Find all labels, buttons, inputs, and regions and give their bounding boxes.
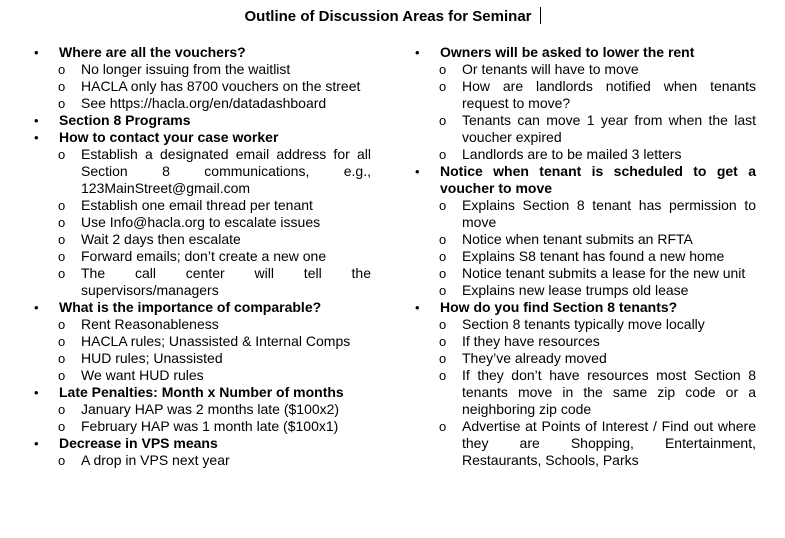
text-cursor bbox=[540, 7, 541, 24]
outline-subitem bbox=[33, 95, 371, 112]
sub-bullet-icon: o bbox=[58, 79, 66, 94]
sub-bullet-icon: o bbox=[439, 351, 447, 366]
outline-subitem bbox=[33, 316, 371, 333]
outline-item bbox=[33, 384, 371, 401]
outline-subitem-text: Establish a designated email address for all Section 8 communications, e.g., 123MainStreet@gmail.com bbox=[81, 146, 371, 196]
outline-subitem-text: Notice tenant submits a lease for the new unit bbox=[462, 265, 746, 281]
outline-item bbox=[33, 44, 371, 61]
outline-subitem-text: HUD rules; Unassisted bbox=[81, 350, 223, 366]
outline-subitem-text: The call center will tell the supervisors/managers bbox=[81, 265, 371, 298]
outline-subitem-text: January HAP was 2 months late ($100x2) bbox=[81, 401, 340, 417]
outline-item bbox=[33, 435, 371, 452]
outline-subitem-text: Wait 2 days then escalate bbox=[81, 231, 241, 247]
right-column bbox=[414, 44, 756, 469]
outline-subitem-text: Rent Reasonableness bbox=[81, 316, 219, 332]
sub-bullet-icon: o bbox=[439, 198, 447, 213]
outline-item bbox=[414, 163, 756, 197]
outline-subitem bbox=[414, 367, 756, 418]
sub-bullet-icon: o bbox=[439, 113, 447, 128]
outline-subitem bbox=[33, 61, 371, 78]
sub-bullet-icon: o bbox=[58, 215, 66, 230]
outline-subitem bbox=[33, 452, 371, 469]
sub-bullet-icon: o bbox=[439, 147, 447, 162]
outline-heading: Late Penalties: Month x Number of months bbox=[59, 384, 344, 400]
bullet-icon: • bbox=[34, 45, 39, 60]
outline-subitem bbox=[414, 333, 756, 350]
outline-subitem bbox=[33, 248, 371, 265]
outline-subitem-text: Explains new lease trumps old lease bbox=[462, 282, 689, 298]
outline-subitem bbox=[33, 367, 371, 384]
bullet-icon: • bbox=[34, 300, 39, 315]
outline-subitem bbox=[33, 146, 371, 197]
sub-bullet-icon: o bbox=[58, 317, 66, 332]
outline-subitem-text: We want HUD rules bbox=[81, 367, 204, 383]
outline-subitem-text: They’ve already moved bbox=[462, 350, 607, 366]
bullet-icon: • bbox=[34, 113, 39, 128]
sub-bullet-icon: o bbox=[439, 62, 447, 77]
outline-heading: What is the importance of comparable? bbox=[59, 299, 322, 315]
sub-bullet-icon: o bbox=[58, 249, 66, 264]
outline-item bbox=[33, 299, 371, 316]
outline-heading: How do you find Section 8 tenants? bbox=[440, 299, 678, 315]
sub-bullet-icon: o bbox=[58, 266, 66, 281]
outline-subitem-text: Forward emails; don’t create a new one bbox=[81, 248, 327, 264]
outline-subitem bbox=[33, 333, 371, 350]
sub-bullet-icon: o bbox=[58, 334, 66, 349]
outline-subitem bbox=[414, 316, 756, 333]
sub-bullet-icon: o bbox=[58, 419, 66, 434]
sub-bullet-icon: o bbox=[58, 232, 66, 247]
sub-bullet-icon: o bbox=[58, 198, 66, 213]
sub-bullet-icon: o bbox=[439, 368, 447, 383]
outline-item bbox=[414, 299, 756, 316]
sub-bullet-icon: o bbox=[439, 232, 447, 247]
outline-subitem bbox=[33, 78, 371, 95]
outline-subitem bbox=[414, 350, 756, 367]
outline-heading: How to contact your case worker bbox=[59, 129, 279, 145]
bullet-icon: • bbox=[415, 45, 420, 60]
outline-subitem bbox=[414, 146, 756, 163]
outline-heading: Section 8 Programs bbox=[59, 112, 191, 128]
outline-heading: Where are all the vouchers? bbox=[59, 44, 246, 60]
outline-subitem bbox=[33, 265, 371, 299]
sub-bullet-icon: o bbox=[58, 453, 66, 468]
outline-subitem bbox=[414, 112, 756, 146]
sub-bullet-icon: o bbox=[439, 317, 447, 332]
outline-subitem-text: Or tenants will have to move bbox=[462, 61, 639, 77]
outline-subitem-text: No longer issuing from the waitlist bbox=[81, 61, 291, 77]
sub-bullet-icon: o bbox=[58, 147, 66, 162]
outline-subitem-text: How are landlords notified when tenants request to move? bbox=[462, 78, 756, 111]
outline-subitem bbox=[33, 231, 371, 248]
outline-subitem-text: Tenants can move 1 year from when the last voucher expired bbox=[462, 112, 756, 145]
sub-bullet-icon: o bbox=[439, 79, 447, 94]
sub-bullet-icon: o bbox=[439, 249, 447, 264]
sub-bullet-icon: o bbox=[439, 419, 447, 434]
outline-subitem-text: February HAP was 1 month late ($100x1) bbox=[81, 418, 339, 434]
sub-bullet-icon: o bbox=[58, 402, 66, 417]
document-title bbox=[0, 7, 785, 26]
bullet-icon: • bbox=[34, 130, 39, 145]
outline-subitem bbox=[414, 418, 756, 469]
sub-bullet-icon: o bbox=[58, 62, 66, 77]
outline-subitem-text: Establish one email thread per tenant bbox=[81, 197, 313, 213]
outline-subitem-text: Explains S8 tenant has found a new home bbox=[462, 248, 725, 264]
sub-bullet-icon: o bbox=[58, 96, 66, 111]
outline-subitem bbox=[33, 214, 371, 231]
bullet-icon: • bbox=[34, 436, 39, 451]
outline-heading: Decrease in VPS means bbox=[59, 435, 218, 451]
outline-subitem bbox=[414, 231, 756, 248]
outline-item bbox=[33, 112, 371, 129]
outline-subitem-text: If they have resources bbox=[462, 333, 600, 349]
outline-subitem bbox=[33, 418, 371, 435]
sub-bullet-icon: o bbox=[439, 283, 447, 298]
outline-subitem bbox=[414, 248, 756, 265]
outline-item bbox=[414, 44, 756, 61]
outline-subitem-text: If they don’t have resources most Section 8 tenants move in the same zip code or a neighboring zip code bbox=[462, 367, 756, 417]
outline-subitem bbox=[414, 61, 756, 78]
outline-subitem-text: Section 8 tenants typically move locally bbox=[462, 316, 705, 332]
outline-subitem bbox=[414, 78, 756, 112]
outline-subitem-text: HACLA rules; Unassisted & Internal Comps bbox=[81, 333, 351, 349]
outline-subitem-text: Landlords are to be mailed 3 letters bbox=[462, 146, 682, 162]
outline-subitem bbox=[414, 265, 756, 282]
sub-bullet-icon: o bbox=[58, 368, 66, 383]
outline-heading: Owners will be asked to lower the rent bbox=[440, 44, 695, 60]
outline-subitem-text: HACLA only has 8700 vouchers on the street bbox=[81, 78, 361, 94]
outline-subitem bbox=[33, 401, 371, 418]
sub-bullet-icon: o bbox=[439, 334, 447, 349]
outline-heading: Notice when tenant is scheduled to get a voucher to move bbox=[440, 163, 756, 196]
outline-subitem-text: Use Info@hacla.org to escalate issues bbox=[81, 214, 321, 230]
left-column bbox=[33, 44, 371, 469]
sub-bullet-icon: o bbox=[58, 351, 66, 366]
outline-subitem-text: See https://hacla.org/en/datadashboard bbox=[81, 95, 327, 111]
outline-subitem bbox=[414, 197, 756, 231]
bullet-icon: • bbox=[34, 385, 39, 400]
outline-subitem-text: Advertise at Points of Interest / Find out where they are Shopping, Entertainment, Restaurants, Schools, Parks bbox=[462, 418, 756, 468]
bullet-icon: • bbox=[415, 164, 420, 179]
outline-subitem bbox=[33, 197, 371, 214]
outline-subitem bbox=[33, 350, 371, 367]
outline-subitem-text: A drop in VPS next year bbox=[81, 452, 230, 468]
title-text: Outline of Discussion Areas for Seminar bbox=[244, 8, 532, 25]
outline-subitem-text: Notice when tenant submits an RFTA bbox=[462, 231, 693, 247]
sub-bullet-icon: o bbox=[439, 266, 447, 281]
bullet-icon: • bbox=[415, 300, 420, 315]
outline-subitem-text: Explains Section 8 tenant has permission to move bbox=[462, 197, 756, 230]
outline-subitem bbox=[414, 282, 756, 299]
outline-item bbox=[33, 129, 371, 146]
